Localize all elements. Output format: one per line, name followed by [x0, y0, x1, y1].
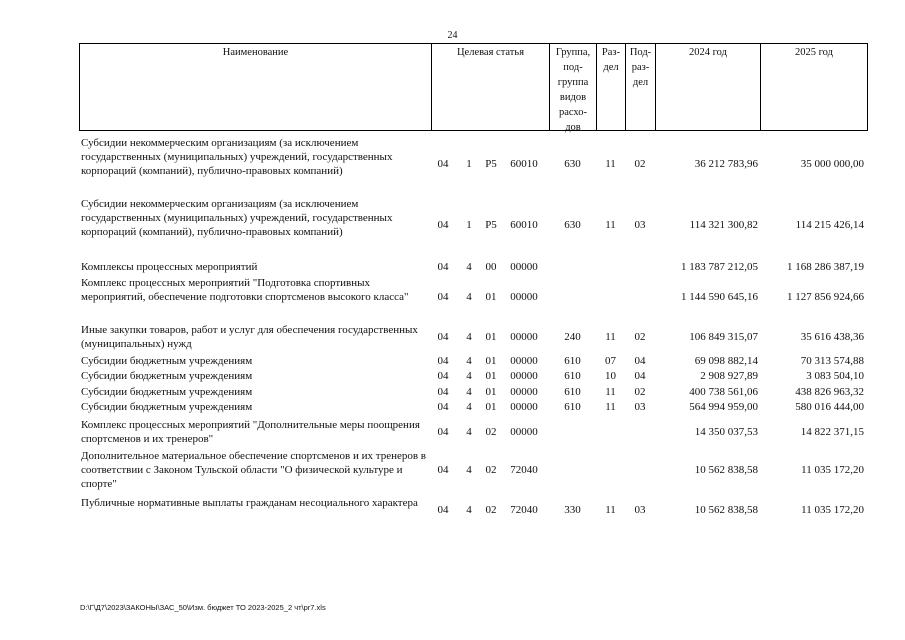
row-name: Субсидии бюджетным учреждениям	[81, 386, 253, 398]
cell-t1: 04	[437, 386, 449, 398]
cell-pr: 03	[634, 219, 646, 231]
cell-t1: 04	[437, 261, 449, 273]
row-name: Субсидии бюджетным учреждениям	[81, 370, 253, 382]
cell-y2025: 580 016 444,00	[795, 401, 864, 413]
cell-pr: 03	[634, 504, 646, 516]
cell-t1: 04	[437, 504, 449, 516]
cell-t3: 01	[485, 386, 497, 398]
cell-t4: 00000	[510, 386, 538, 398]
header-section: Раз- дел	[597, 44, 626, 130]
cell-t3: Р5	[485, 219, 497, 231]
cell-t2: 4	[466, 386, 472, 398]
cell-y2025: 438 826 963,32	[795, 386, 864, 398]
cell-grp: 630	[564, 158, 581, 170]
row-name: Комплексы процессных мероприятий	[81, 261, 258, 273]
table-row	[79, 369, 868, 383]
cell-t3: 02	[485, 426, 497, 438]
row-name: Публичные нормативные выплаты гражданам несоциального характера	[81, 497, 418, 509]
cell-grp: 240	[564, 331, 581, 343]
cell-t4: 00000	[510, 355, 538, 367]
cell-t4: 60010	[510, 158, 538, 170]
cell-y2024: 564 994 959,00	[689, 401, 758, 413]
cell-grp: 610	[564, 370, 581, 382]
cell-pr: 04	[634, 355, 646, 367]
table-row	[79, 418, 868, 446]
header-2025: 2025 год	[795, 47, 833, 58]
cell-y2025: 70 313 574,88	[800, 355, 864, 367]
cell-rz: 11	[605, 504, 616, 516]
row-name: Иные закупки товаров, работ и услуг для обеспечения государственных (муниципальных) нужд	[81, 324, 418, 350]
table-row	[79, 400, 868, 414]
row-name: Субсидии бюджетным учреждениям	[81, 355, 253, 367]
row-name: Субсидии некоммерческим организациям (за исключением государственных (муниципальных) учреждений, государственных корпораций (компаний), публично-правовых компаний)	[81, 198, 393, 238]
cell-y2024: 2 908 927,89	[700, 370, 758, 382]
cell-t1: 04	[437, 426, 449, 438]
cell-y2025: 1 168 286 387,19	[787, 261, 864, 273]
header-subsection: Под- раз- дел	[626, 44, 656, 130]
cell-t4: 00000	[510, 370, 538, 382]
cell-grp: 610	[564, 355, 581, 367]
cell-y2024: 114 321 300,82	[689, 219, 758, 231]
file-path: D:\Г\Д7\2023\ЗАКОНЫ\ЗАС_50\Изм. бюджет ТО 2023-2025_2 чт\pr7.xls	[80, 603, 326, 612]
header-target: Целевая статья	[432, 44, 550, 130]
row-name: Дополнительное материальное обеспечение спортсменов и их тренеров в соответствии с Законом Тульской области "О физической культуре и спорте"	[81, 450, 426, 490]
cell-y2025: 11 035 172,20	[801, 464, 864, 476]
cell-t2: 4	[466, 370, 472, 382]
cell-y2024: 69 098 882,14	[694, 355, 758, 367]
cell-t4: 00000	[510, 291, 538, 303]
cell-grp: 330	[564, 504, 581, 516]
cell-y2025: 3 083 504,10	[806, 370, 864, 382]
cell-y2024: 36 212 783,96	[694, 158, 758, 170]
cell-t3: 01	[485, 370, 497, 382]
row-name: Комплекс процессных мероприятий "Подготовка спортивных мероприятий, обеспечение подготовки спортсменов высокого класса"	[81, 277, 409, 303]
cell-t3: 00	[485, 261, 497, 273]
cell-grp: 610	[564, 386, 581, 398]
cell-rz: 07	[605, 355, 616, 367]
cell-t1: 04	[437, 219, 449, 231]
cell-t3: 01	[485, 291, 497, 303]
cell-t4: 00000	[510, 331, 538, 343]
cell-t2: 1	[466, 219, 472, 231]
cell-t2: 4	[466, 331, 472, 343]
cell-t2: 4	[466, 261, 472, 273]
cell-t1: 04	[437, 464, 449, 476]
cell-y2024: 400 738 561,06	[689, 386, 758, 398]
cell-t1: 04	[437, 331, 449, 343]
cell-pr: 03	[634, 401, 646, 413]
table-row	[79, 496, 868, 524]
cell-pr: 02	[634, 386, 646, 398]
cell-pr: 02	[634, 331, 646, 343]
cell-t3: 02	[485, 464, 497, 476]
cell-y2025: 11 035 172,20	[801, 504, 864, 516]
cell-t2: 4	[466, 426, 472, 438]
cell-y2024: 14 350 037,53	[694, 426, 758, 438]
cell-t3: 01	[485, 355, 497, 367]
cell-t1: 04	[437, 158, 449, 170]
cell-t4: 60010	[510, 219, 538, 231]
cell-rz: 11	[605, 219, 616, 231]
cell-t2: 4	[466, 464, 472, 476]
cell-y2024: 1 144 590 645,16	[681, 291, 758, 303]
cell-y2024: 10 562 838,58	[694, 464, 758, 476]
cell-rz: 11	[605, 386, 616, 398]
header-name: Наименование	[80, 44, 432, 130]
cell-t4: 72040	[510, 504, 538, 516]
cell-y2025: 1 127 856 924,66	[787, 291, 864, 303]
table-row	[79, 260, 868, 274]
cell-t4: 72040	[510, 464, 538, 476]
row-name: Комплекс процессных мероприятий "Дополнительные меры поощрения спортсменов и их тренеров"	[81, 419, 420, 445]
row-name: Субсидии бюджетным учреждениям	[81, 401, 253, 413]
cell-y2024: 10 562 838,58	[694, 504, 758, 516]
cell-y2025: 114 215 426,14	[795, 219, 864, 231]
table-row	[79, 385, 868, 399]
cell-rz: 10	[605, 370, 616, 382]
cell-t2: 1	[466, 158, 472, 170]
cell-pr: 02	[634, 158, 646, 170]
cell-t4: 00000	[510, 426, 538, 438]
cell-t2: 4	[466, 355, 472, 367]
table-row	[79, 197, 868, 253]
page-number: 24	[447, 30, 458, 41]
cell-pr: 04	[634, 370, 646, 382]
table-row	[79, 136, 868, 192]
cell-rz: 11	[605, 158, 616, 170]
cell-t1: 04	[437, 401, 449, 413]
cell-grp: 610	[564, 401, 581, 413]
cell-t1: 04	[437, 370, 449, 382]
table-row	[79, 354, 868, 368]
cell-t3: 02	[485, 504, 497, 516]
cell-t4: 00000	[510, 261, 538, 273]
cell-y2025: 14 822 371,15	[800, 426, 864, 438]
header-group: Группа, под- группа видов расхо- дов	[550, 44, 597, 130]
cell-rz: 11	[605, 331, 616, 343]
cell-rz: 11	[605, 401, 616, 413]
cell-t1: 04	[437, 355, 449, 367]
table-row	[79, 449, 868, 491]
table-row	[79, 323, 868, 351]
table-header	[79, 43, 868, 131]
row-name: Субсидии некоммерческим организациям (за исключением государственных (муниципальных) учреждений, государственных корпораций (компаний), публично-правовых компаний)	[81, 137, 393, 177]
cell-y2025: 35 000 000,00	[800, 158, 864, 170]
cell-t2: 4	[466, 401, 472, 413]
cell-y2024: 1 183 787 212,05	[681, 261, 758, 273]
cell-t2: 4	[466, 291, 472, 303]
header-2024: 2024 год	[656, 44, 761, 130]
cell-grp: 630	[564, 219, 581, 231]
cell-t1: 04	[437, 291, 449, 303]
cell-y2025: 35 616 438,36	[800, 331, 864, 343]
cell-t3: Р5	[485, 158, 497, 170]
cell-y2024: 106 849 315,07	[689, 331, 758, 343]
table-row	[79, 276, 868, 318]
cell-t2: 4	[466, 504, 472, 516]
cell-t3: 01	[485, 331, 497, 343]
cell-t4: 00000	[510, 401, 538, 413]
cell-t3: 01	[485, 401, 497, 413]
